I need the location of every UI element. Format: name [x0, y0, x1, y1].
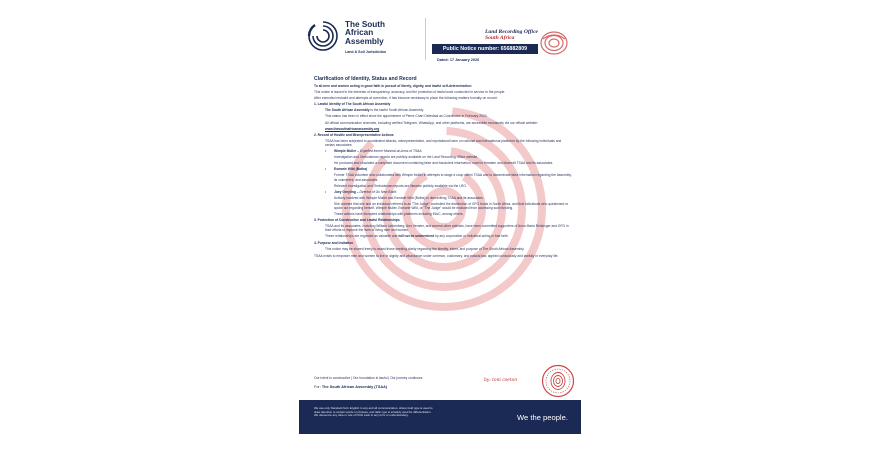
- person-detail: Relevant investigation and Ombudsman reports are likewise publicly available via the LRO.: [334, 183, 467, 188]
- section-1-paragraph: All official communication channels, including verified Telegram, WhatsApp, and other platforms, are accessible exclusively via our official website:: [325, 120, 538, 125]
- assembly-name: The South African Assembly: [325, 108, 370, 113]
- jurisdiction-label: Land & Soil Jurisdiction: [345, 50, 387, 54]
- org-name-line: The South: [345, 20, 386, 29]
- lead-paragraph: To all men and women acting in good faith in pursuit of liberty, dignity, and lawful self-determination:: [314, 84, 472, 88]
- for-line: [314, 385, 387, 389]
- org-name-line: African: [345, 28, 374, 38]
- person-name: Wimpie Muller: [334, 149, 357, 154]
- person-detail: Actively involved with Wimpie Muller and Esmarie Wild (Botha) in discrediting TSAA and its associates.: [334, 195, 484, 200]
- person-detail: These actions have disrupted relationships with platforms including INAC, among others.: [334, 212, 464, 217]
- org-name-line: Assembly: [345, 36, 384, 46]
- notice-date: Dated: 17 January 2026: [437, 58, 480, 62]
- section-1-paragraph: [314, 108, 572, 112]
- footer-note-line: We use only Standard form English in any and all communication, where bold type is used to: [314, 406, 433, 410]
- section-1-paragraph: This status has been in effect since the appointment of Pierre-Charl Oelesfaal as Coordinator in February 2024.: [325, 114, 488, 119]
- section-4-paragraph: This notice may be shared freely to assist those seeking clarity regarding the identity, intent, and purpose of The South African Assembly.: [325, 246, 525, 251]
- person-entry: • Wimpie Muller – Expelled former Marshal-at-Arms of TSAA: [325, 149, 422, 154]
- section-1-heading: 1. Lawful Identity of The South African Assembly: [314, 102, 391, 107]
- fingerprint-stamp-icon: [539, 30, 569, 56]
- section-3-paragraph: [314, 234, 572, 238]
- section-2-heading: 2. Record of Hostile and Misrepresentative Actions: [314, 132, 394, 137]
- person-entry: • Esmarie Wild (Botha): [325, 167, 368, 172]
- assembly-swirl-logo: [303, 16, 343, 56]
- section-3-text: by any corporation or individual acting in bad faith.: [434, 234, 509, 239]
- public-notice-number: Public Notice number: 656882809: [432, 44, 538, 54]
- person-role: Expelled former Marshal-at-Arms of TSAA: [360, 149, 422, 154]
- person-detail: He produced and circulated a complaint document containing false and fraudulent information, used to threaten and discredit TSAA and its associates.: [334, 161, 554, 166]
- person-detail: She claimed that she and an individual referred to as "The Judge" controlled the distribution of GFG funds in South Africa, and that individuals who questioned or spoke out regarding herself, Wimpie Muller, Esmarie Wild, or "The Judge" would be excluded from accessing such funding.: [334, 201, 569, 210]
- org-name: [345, 21, 415, 46]
- section-3-emphasis: will not be undermined: [398, 234, 435, 239]
- closing-paragraph: TSAA exists to empower men and women to live in dignity and abundance under common, customary, and natural law, applied consciously and lawfully in everyday life.: [314, 253, 559, 258]
- footer-banner: [299, 400, 581, 434]
- person-detail: Former TSAA volunteer who collaborated with Wimpie Muller in attempts to stage a coup within TSAA and to disseminate false information regarding the Assembly, its volunteers, and associates.: [334, 173, 572, 182]
- assembly-status: is the lawful South African Assembly.: [369, 108, 425, 113]
- person-name: Joey Greyling: [334, 189, 356, 194]
- notice-header: [299, 4, 581, 70]
- section-3-heading: 3. Protection of Constructive and Lawful Relationships: [314, 218, 400, 223]
- intro-paragraph: This notice is issued in the interests of transparency, accuracy, and the protection of lawful work conducted in service to the people.: [314, 90, 506, 95]
- section-4-heading: 4. Purpose and Invitation: [314, 240, 354, 245]
- person-role: Director of Go New Earth.: [359, 189, 398, 194]
- official-seal-icon: [541, 364, 575, 398]
- land-recording-office: [485, 29, 538, 42]
- section-3-text: These relationships are regarded as valuable and: [325, 234, 399, 239]
- footer-note-line: We denounce any idea or rule of DOG Latin in any form or understanding.: [314, 413, 409, 418]
- footer-note-line: draw attention to certain words or phrases, and italic type is similarly used for differentiation.: [314, 409, 432, 414]
- official-website-link[interactable]: www.thesouthafricanassembly.org: [325, 126, 380, 131]
- office-country: South Africa: [485, 35, 515, 42]
- person-entry: • Joey Greyling – Director of Go New Earth.: [325, 189, 398, 194]
- public-notice-document: [299, 4, 581, 434]
- slogan-line: Our intent is constructive | Our foundation is lawful | Our journey continues: [314, 376, 423, 380]
- for-prefix: For:: [314, 385, 322, 389]
- header-divider: [425, 18, 426, 60]
- section-3-paragraph: TSAA and its associates, including William Liebenberg, Ann Venster, and several other activists, have been committed supporters of Anna Maria Reitsinger and GFG in their efforts to improve the lives of living men and women.: [325, 224, 569, 233]
- notice-title: Clarification of Identity, Status and Record: [314, 76, 417, 82]
- footer-motto: We the people.: [517, 413, 568, 422]
- office-name: Land Recording Office: [485, 29, 539, 35]
- person-name: Esmarie Wild (Botha): [334, 167, 368, 172]
- notice-body: [314, 76, 572, 260]
- person-detail: Investigation and Ombudsman reports are publicly available on the Land Recording Office website.: [334, 155, 479, 160]
- section-2-intro: TSAA has been subjected to coordinated attacks, misrepresentation, and reputational harm on national and international platforms by the following individuals and certain associates:: [325, 138, 562, 147]
- signature: by: toni coeton: [484, 378, 518, 383]
- footer-note: [314, 407, 504, 418]
- for-organisation: The South African Assembly (TSAA): [321, 385, 388, 389]
- intro-paragraph: After extended restraint and attempts at correction, it has become necessary to place the following matters formally on record:: [314, 96, 498, 101]
